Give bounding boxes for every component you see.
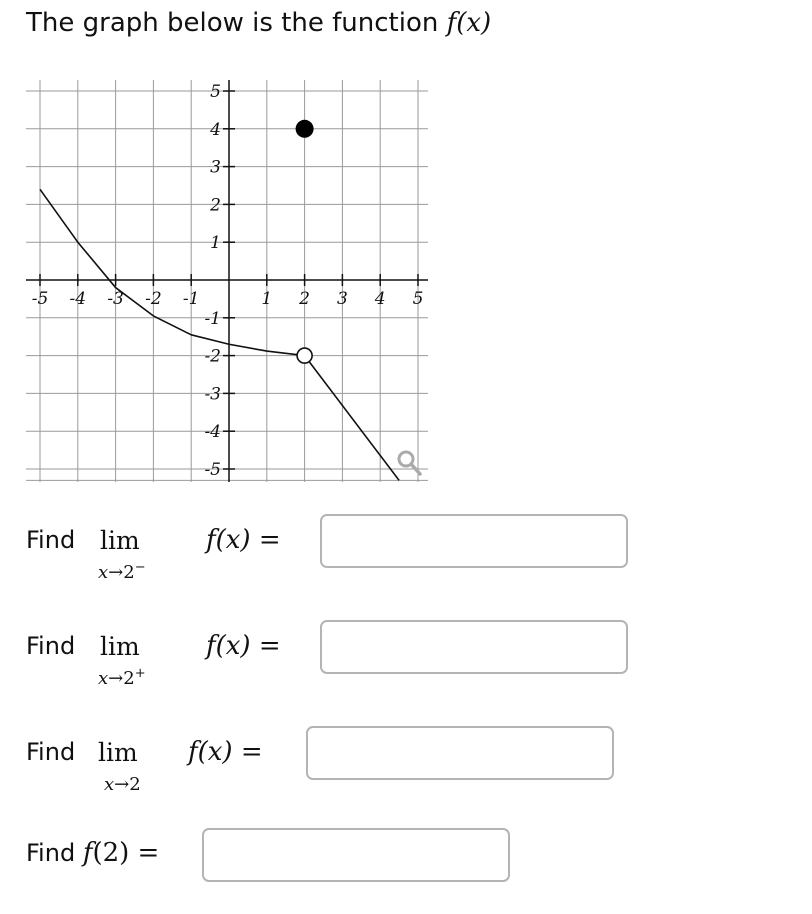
- x-tick-label: 1: [261, 289, 273, 309]
- y-tick-label: 5: [210, 82, 221, 102]
- find-label: Find: [26, 632, 76, 660]
- y-tick-label: -1: [204, 308, 221, 329]
- limit-subscript: x→2+: [98, 666, 146, 689]
- graph-svg: [24, 76, 429, 486]
- limit-expression: f(x) =: [206, 525, 281, 555]
- x-tick-label: -4: [69, 289, 87, 309]
- page-title: [26, 8, 491, 38]
- y-tick-label: -2: [204, 346, 221, 367]
- y-tick-label: 1: [210, 233, 221, 254]
- magnifier-icon[interactable]: [399, 452, 420, 474]
- answer-input-function-value[interactable]: [202, 828, 510, 882]
- limit-expression: f(x) =: [206, 631, 281, 661]
- x-tick-label: 5: [412, 289, 424, 309]
- find-label: Find: [26, 839, 76, 867]
- lim-label: lim: [100, 632, 140, 661]
- x-tick-label: 4: [374, 289, 386, 309]
- answer-input-right-limit[interactable]: [320, 620, 628, 674]
- y-tick-label: 3: [210, 157, 221, 178]
- lim-label: lim: [98, 738, 138, 767]
- y-tick-label: -3: [204, 384, 221, 405]
- find-label: Find: [26, 526, 76, 554]
- function-argument: (2) =: [92, 838, 160, 868]
- question-function-value: [26, 838, 159, 868]
- find-label: Find: [26, 738, 76, 766]
- x-tick-label: -5: [31, 289, 49, 309]
- x-tick-label: 3: [336, 289, 348, 309]
- x-tick-label: 2: [299, 289, 311, 309]
- x-tick-label: -1: [182, 289, 200, 309]
- y-tick-label: -4: [204, 422, 221, 443]
- x-tick-label: -3: [107, 289, 124, 309]
- y-tick-label: 4: [210, 119, 221, 140]
- open-point: [297, 348, 312, 363]
- answer-input-left-limit[interactable]: [320, 514, 628, 568]
- filled-point: [296, 120, 314, 138]
- title-function: f(x): [446, 8, 492, 38]
- y-tick-label: -5: [204, 460, 221, 480]
- function-name: f: [82, 838, 93, 868]
- limit-subscript: x→2−: [98, 560, 146, 583]
- limit-expression: f(x) =: [188, 737, 263, 767]
- answer-input-two-sided-limit[interactable]: [306, 726, 614, 780]
- function-line-right: [305, 356, 400, 481]
- function-graph: [24, 76, 429, 490]
- lim-label: lim: [100, 526, 140, 555]
- x-tick-label: -2: [145, 289, 162, 309]
- function-curve-left: [40, 189, 305, 355]
- y-tick-label: 2: [210, 195, 221, 216]
- limit-subscript: x→2: [104, 774, 141, 795]
- title-text: The graph below is the function: [26, 8, 439, 38]
